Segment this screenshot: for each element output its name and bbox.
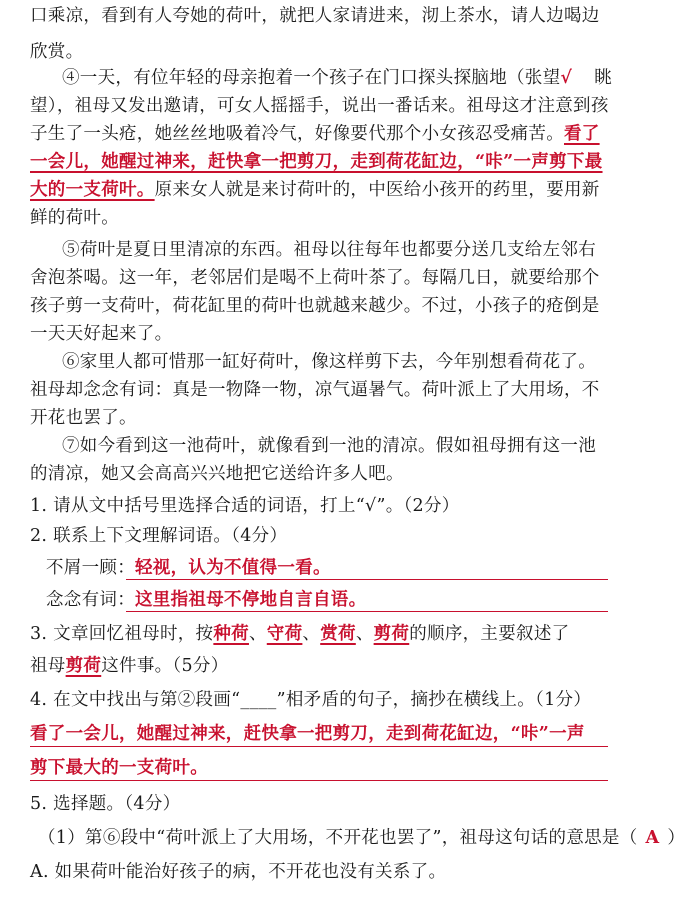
passage-line [62,66,612,90]
answer-line [46,588,366,612]
passage-line: 口乘凉，看到有人夸她的荷叶，就把人家请进来，沏上茶水，请人边喝边 [30,6,600,26]
question-text: 、 [248,624,267,644]
passage-line: 的清凉，她又会高高兴兴地把它送给许多人吧。 [30,464,404,484]
question-text: 这件事。（5分） [101,656,229,676]
question-4: 4. 在文中找出与第②段画“____”相矛盾的句子，摘抄在横线上。（1分） [30,690,592,710]
question-5: 5. 选择题。（4分） [30,794,181,814]
highlighted-sentence: 大的一支荷叶。 [30,180,155,200]
answer-text: 剪下最大的一支荷叶。 [30,758,208,778]
passage-line [30,122,600,146]
term-label: 念念有词： [46,590,135,610]
question-text: 、 [355,624,374,644]
passage-line: 望），祖母又发出邀请，可女人摇摇手，说出一番话来。祖母这才注意到孩 [30,96,609,116]
blank-answer: 赏荷 [320,624,356,644]
passage-line: 舍泡茶喝。这一年，老邻居们是喝不上荷叶茶了。每隔几日，就要给那个 [30,268,600,288]
passage-line: 开花也罢了。 [30,408,137,428]
answer-underline [30,746,608,747]
question-text: （1）第⑥段中“荷叶派上了大用场，不开花也罢了”，祖母这句话的意思是（ [38,828,638,848]
blank-answer: 种荷 [213,624,249,644]
passage-line: 鲜的荷叶。 [30,208,119,228]
option-a: A. 如果荷叶能治好孩子的病，不开花也没有关系了。 [30,862,447,882]
blank-answer: 剪荷 [373,624,410,644]
question-text: 、 [302,624,321,644]
passage-line: ⑦如今看到这一池荷叶，就像看到一池的清凉。假如祖母拥有这一池 [62,436,596,456]
passage-line: ⑥家里人都可惜那一缸好荷叶，像这样剪下去，今年别想看荷花了。 [62,352,596,372]
answer-text: 这里指祖母不停地自言自语。 [135,590,367,610]
answer-underline [30,780,608,781]
passage-text: 子生了一头疮，她丝丝地吸着冷气，好像要代那个小女孩忍受痛苦。 [30,124,564,144]
answer-text: 看了一会儿，她醒过神来，赶快拿一把剪刀，走到荷花缸边，“咔”一声 [30,724,585,744]
answer-text: 轻视，认为不值得一看。 [135,558,331,578]
passage-line: ⑤荷叶是夏日里清凉的东西。祖母以往每年也都要分送几支给左邻右 [62,240,596,260]
blank-answer: 剪荷 [65,656,102,676]
term-label: 不屑一顾： [46,558,135,578]
passage-line: 欣赏。 [30,42,84,62]
blank-answer: 守荷 [266,624,303,644]
question-1: 1. 请从文中括号里选择合适的词语，打上“√”。（2分） [30,496,460,516]
passage-line [30,150,603,174]
question-2: 2. 联系上下文理解词语。（4分） [30,526,288,546]
question-3-cont [30,654,229,678]
question-text: ） [667,828,685,848]
answer-line [46,556,331,580]
passage-line [30,178,600,202]
question-text: 祖母 [30,656,66,676]
question-text: 的顺序，主要叙述了 [409,624,570,644]
passage-line: 一天天好起来了。 [30,324,173,344]
passage-text: ④一天，有位年轻的母亲抱着一个孩子在门口探头探脑地（张望 [62,68,561,88]
choice-answer: A [645,828,660,848]
question-5-1 [38,826,685,850]
passage-line: 祖母却念念有词：真是一物降一物，凉气逼暑气。荷叶派上了大用场，不 [30,380,600,400]
passage-text: 眺 [594,68,613,88]
passage-text: 原来女人就是来讨荷叶的，中医给小孩开的药里，要用新 [154,180,600,200]
question-text: 3. 文章回忆祖母时，按 [30,624,214,644]
answer-underline [126,579,608,580]
answer-underline [126,611,608,612]
check-mark: √ [560,68,573,88]
question-3 [30,622,569,646]
passage-line: 孩子剪一支荷叶，荷花缸里的荷叶也就越来越少。不过，小孩子的疮倒是 [30,296,600,316]
highlighted-sentence: 看了 [564,124,600,144]
highlighted-sentence: 一会儿，她醒过神来，赶快拿一把剪刀，走到荷花缸边，“咔”一声剪下最 [30,152,603,172]
